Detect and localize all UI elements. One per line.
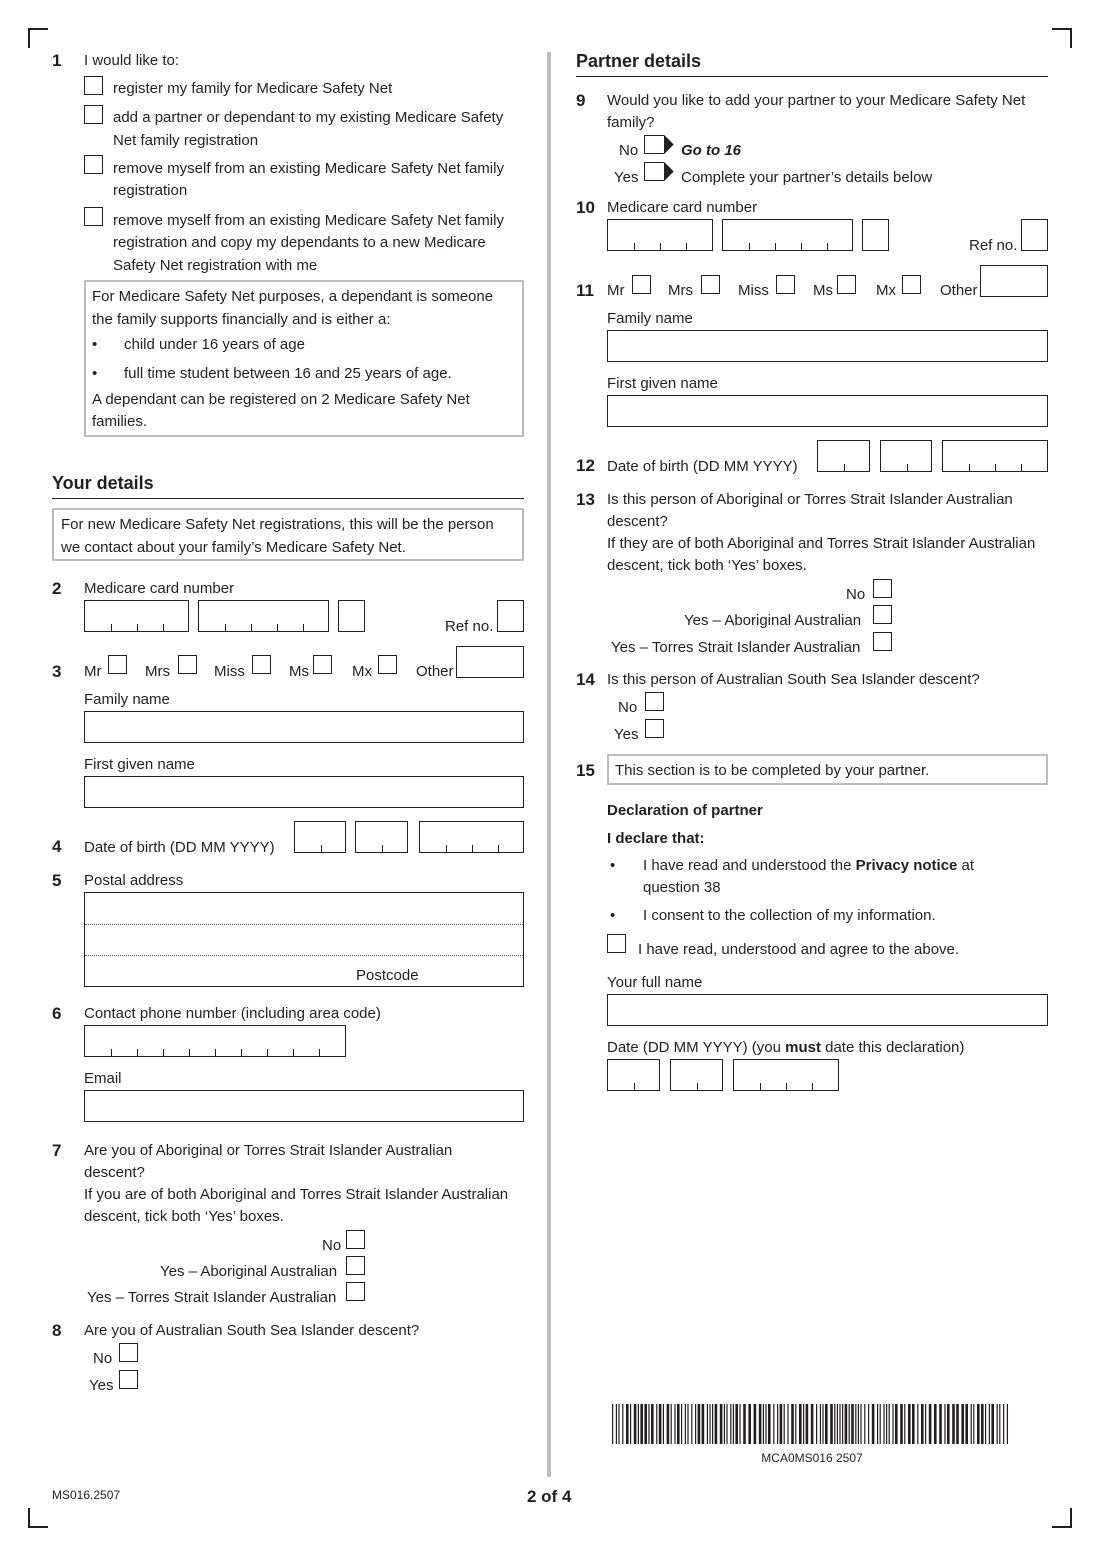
barcode-bar bbox=[977, 1404, 980, 1444]
barcode-bar bbox=[777, 1404, 778, 1444]
barcode-bar bbox=[851, 1404, 854, 1444]
barcode-bar bbox=[973, 1404, 974, 1444]
question-text: family? bbox=[607, 114, 655, 131]
barcode-bar bbox=[877, 1404, 878, 1444]
option-label: Net family registration bbox=[113, 132, 259, 149]
option-label: remove myself from an existing Medicare Safety Net family bbox=[113, 212, 504, 229]
full-name-label: Your full name bbox=[607, 974, 703, 991]
barcode-bar bbox=[685, 1404, 686, 1444]
barcode-bar bbox=[784, 1404, 785, 1444]
title-ms-label: Ms bbox=[813, 282, 833, 299]
barcode-bar bbox=[724, 1404, 725, 1444]
ref-no-field[interactable] bbox=[497, 600, 524, 632]
option-label: No bbox=[93, 1350, 113, 1367]
partner-medicare-issue-number[interactable] bbox=[862, 219, 889, 251]
barcode-bar bbox=[834, 1404, 835, 1444]
barcode-bar bbox=[934, 1404, 937, 1444]
question-number: 11 bbox=[576, 281, 594, 300]
title-mx-label: Mx bbox=[352, 663, 372, 680]
barcode-bar bbox=[904, 1404, 905, 1444]
section-heading-partner-details: Partner details bbox=[576, 51, 702, 71]
barcode-bar bbox=[616, 1404, 617, 1444]
barcode-bar bbox=[739, 1404, 740, 1444]
barcode-bar bbox=[630, 1404, 631, 1444]
question-text: Are you of Australian South Sea Islander descent? bbox=[84, 1322, 420, 1339]
partner-medicare-group-1[interactable] bbox=[607, 219, 713, 251]
first-name-input[interactable] bbox=[84, 776, 524, 808]
option-label: Yes – Aboriginal Australian bbox=[684, 612, 862, 629]
option-label: Yes – Aboriginal Australian bbox=[160, 1263, 338, 1280]
question-number: 7 bbox=[52, 1141, 62, 1160]
question-number: 14 bbox=[576, 670, 595, 689]
family-name-input[interactable] bbox=[84, 711, 524, 743]
question-text: descent? bbox=[84, 1164, 145, 1181]
medicare-card-group-2[interactable] bbox=[198, 600, 329, 632]
barcode-bar bbox=[735, 1404, 738, 1444]
info-text: full time student between 16 and 25 years of age. bbox=[124, 365, 452, 382]
ref-no-label: Ref no. bbox=[969, 237, 1018, 254]
section-rule bbox=[52, 498, 524, 499]
family-name-label: Family name bbox=[84, 691, 170, 708]
barcode-bar bbox=[811, 1404, 814, 1444]
barcode-bar bbox=[626, 1404, 629, 1444]
torres-strait-yes-checkbox[interactable] bbox=[346, 1282, 365, 1301]
question-number: 9 bbox=[576, 91, 586, 110]
aboriginal-yes-checkbox[interactable] bbox=[346, 1256, 365, 1275]
email-input[interactable] bbox=[84, 1090, 524, 1122]
postal-address-input[interactable] bbox=[84, 892, 524, 987]
barcode-bar bbox=[944, 1404, 945, 1444]
barcode-bar bbox=[880, 1404, 881, 1444]
barcode-bar bbox=[791, 1404, 794, 1444]
barcode-bar bbox=[648, 1404, 649, 1444]
title-miss-label: Miss bbox=[738, 282, 769, 299]
declaration-date-month[interactable] bbox=[670, 1059, 723, 1091]
option-label: registration and copy my dependants to a new Medicare bbox=[113, 234, 486, 251]
barcode-bar bbox=[698, 1404, 701, 1444]
address-line bbox=[85, 924, 523, 925]
form-code: MS016.2507 bbox=[52, 1488, 121, 1502]
barcode-bar bbox=[886, 1404, 887, 1444]
barcode-bar bbox=[900, 1404, 903, 1444]
checkbox-remove-myself[interactable] bbox=[84, 155, 103, 174]
phone-label: Contact phone number (including area code) bbox=[84, 1005, 381, 1022]
barcode-bar bbox=[787, 1404, 788, 1444]
barcode-bar bbox=[803, 1404, 804, 1444]
info-text: the family supports financially and is either a: bbox=[92, 311, 391, 328]
declaration-item: question 38 bbox=[643, 879, 721, 896]
barcode-bar bbox=[640, 1404, 643, 1444]
question-number: 10 bbox=[576, 198, 595, 217]
aboriginal-no-checkbox[interactable] bbox=[346, 1230, 365, 1249]
declaration-date-year[interactable] bbox=[733, 1059, 839, 1091]
barcode-bar bbox=[921, 1404, 924, 1444]
note-text: we contact about your family’s Medicare Safety Net. bbox=[61, 539, 406, 556]
barcode-bar bbox=[695, 1404, 696, 1444]
barcode-bar bbox=[671, 1404, 672, 1444]
barcode-bar bbox=[830, 1404, 833, 1444]
question-number: 8 bbox=[52, 1321, 62, 1340]
south-sea-no-checkbox[interactable] bbox=[119, 1343, 138, 1362]
title-mx-checkbox[interactable] bbox=[378, 655, 397, 674]
checkbox-remove-and-copy[interactable] bbox=[84, 207, 103, 226]
option-label: Yes – Torres Strait Islander Australian bbox=[87, 1289, 337, 1306]
crop-mark-bottom-left bbox=[28, 1508, 48, 1528]
barcode-bar bbox=[743, 1404, 746, 1444]
email-label: Email bbox=[84, 1070, 122, 1087]
declaration-item: I have read and understood the Privacy notice at bbox=[643, 857, 975, 874]
question-number: 4 bbox=[52, 837, 62, 856]
title-mrs-label: Mrs bbox=[668, 282, 693, 299]
partner-title-mrs-checkbox[interactable] bbox=[701, 275, 720, 294]
barcode-bar bbox=[849, 1404, 850, 1444]
bullet-icon: • bbox=[92, 336, 98, 353]
barcode-bar bbox=[759, 1404, 762, 1444]
barcode-bar bbox=[707, 1404, 708, 1444]
barcode-bar bbox=[912, 1404, 915, 1444]
option-label: No bbox=[322, 1237, 342, 1254]
first-name-label: First given name bbox=[84, 756, 195, 773]
barcode-bar bbox=[864, 1404, 865, 1444]
dob-day[interactable] bbox=[294, 821, 346, 853]
barcode-bar bbox=[644, 1404, 647, 1444]
title-other-label: Other bbox=[940, 282, 978, 299]
title-mrs-checkbox[interactable] bbox=[178, 655, 197, 674]
question-number: 5 bbox=[52, 871, 62, 890]
barcode-bar bbox=[956, 1404, 959, 1444]
barcode-bar bbox=[795, 1404, 796, 1444]
south-sea-yes-checkbox[interactable] bbox=[119, 1370, 138, 1389]
barcode-bar bbox=[971, 1404, 972, 1444]
barcode-bar bbox=[917, 1404, 918, 1444]
barcode-bar bbox=[839, 1404, 840, 1444]
barcode-bar bbox=[892, 1404, 893, 1444]
barcode-bar bbox=[1007, 1404, 1008, 1444]
barcode-bar bbox=[952, 1404, 955, 1444]
barcode-bar bbox=[663, 1404, 664, 1444]
barcode-bar bbox=[997, 1404, 998, 1444]
barcode-bar bbox=[895, 1404, 898, 1444]
partner-south-sea-no-checkbox[interactable] bbox=[645, 692, 664, 711]
question-prompt: I would like to: bbox=[84, 52, 180, 69]
info-text: For Medicare Safety Net purposes, a dependant is someone bbox=[92, 288, 494, 305]
barcode-bar bbox=[816, 1404, 817, 1444]
title-mx-label: Mx bbox=[876, 282, 896, 299]
barcode-bar bbox=[908, 1404, 911, 1444]
barcode-bar bbox=[845, 1404, 848, 1444]
partner-title-mx-checkbox[interactable] bbox=[902, 275, 921, 294]
option-label: No bbox=[846, 586, 866, 603]
dob-month[interactable] bbox=[355, 821, 408, 853]
family-name-label: Family name bbox=[607, 310, 693, 327]
note-text: This section is to be completed by your partner. bbox=[615, 762, 930, 779]
partner-first-name-input[interactable] bbox=[607, 395, 1048, 427]
medicare-card-group-1[interactable] bbox=[84, 600, 189, 632]
question-text: descent? bbox=[607, 513, 668, 530]
address-line bbox=[85, 955, 523, 956]
barcode-bar bbox=[763, 1404, 764, 1444]
barcode-bar bbox=[612, 1404, 613, 1444]
barcode-bar bbox=[855, 1404, 856, 1444]
crop-mark-top-left bbox=[28, 28, 48, 48]
title-ms-label: Ms bbox=[289, 663, 309, 680]
go-to-arrow-checkbox[interactable] bbox=[644, 135, 674, 154]
barcode-bar bbox=[806, 1404, 809, 1444]
title-ms-checkbox[interactable] bbox=[313, 655, 332, 674]
barcode-bar bbox=[991, 1404, 994, 1444]
info-text: A dependant can be registered on 2 Medicare Safety Net bbox=[92, 391, 470, 408]
barcode-bar bbox=[768, 1404, 771, 1444]
partner-torres-strait-yes-checkbox[interactable] bbox=[873, 632, 892, 651]
option-label: add a partner or dependant to my existing Medicare Safety bbox=[113, 109, 504, 126]
page-number: 2 of 4 bbox=[527, 1487, 572, 1506]
title-other-label: Other bbox=[416, 663, 454, 680]
barcode-bar bbox=[733, 1404, 734, 1444]
barcode-bar bbox=[999, 1404, 1000, 1444]
title-mrs-label: Mrs bbox=[145, 663, 170, 680]
barcode-bar bbox=[748, 1404, 751, 1444]
checkbox-register-family[interactable] bbox=[84, 76, 103, 95]
title-mr-checkbox[interactable] bbox=[108, 655, 127, 674]
barcode-bar bbox=[929, 1404, 932, 1444]
question-text: Would you like to add your partner to your Medicare Safety Net bbox=[607, 92, 1026, 109]
option-label: No bbox=[618, 699, 638, 716]
barcode-bar bbox=[872, 1404, 875, 1444]
partner-title-ms-checkbox[interactable] bbox=[837, 275, 856, 294]
barcode-bar bbox=[720, 1404, 723, 1444]
declare-heading: I declare that: bbox=[607, 830, 705, 847]
crop-mark-bottom-right bbox=[1052, 1508, 1072, 1528]
barcode-bar bbox=[1003, 1404, 1004, 1444]
barcode-image bbox=[612, 1404, 1012, 1444]
crop-mark-top-right bbox=[1052, 28, 1072, 48]
medicare-card-label: Medicare card number bbox=[84, 580, 235, 597]
partner-family-name-input[interactable] bbox=[607, 330, 1048, 362]
barcode-bar bbox=[868, 1404, 869, 1444]
section-heading-your-details: Your details bbox=[52, 473, 154, 493]
partner-ref-no-field[interactable] bbox=[1021, 219, 1048, 251]
question-text: Is this person of Aboriginal or Torres Strait Islander Australian bbox=[607, 491, 1013, 508]
barcode-bar bbox=[659, 1404, 662, 1444]
barcode-bar bbox=[638, 1404, 639, 1444]
barcode-bar bbox=[939, 1404, 942, 1444]
dob-label: Date of birth (DD MM YYYY) bbox=[84, 839, 275, 856]
barcode-bar bbox=[947, 1404, 950, 1444]
partner-title-mr-checkbox[interactable] bbox=[632, 275, 651, 294]
barcode-bar bbox=[618, 1404, 619, 1444]
barcode-bar bbox=[883, 1404, 884, 1444]
barcode-bar bbox=[709, 1404, 710, 1444]
ref-no-label: Ref no. bbox=[445, 618, 494, 635]
bullet-icon: • bbox=[610, 857, 616, 874]
barcode-bar bbox=[765, 1404, 766, 1444]
barcode-bar bbox=[681, 1404, 682, 1444]
agree-checkbox[interactable] bbox=[607, 934, 626, 953]
barcode-bar bbox=[858, 1404, 859, 1444]
partner-dob-day[interactable] bbox=[817, 440, 870, 472]
barcode-bar bbox=[622, 1404, 623, 1444]
declaration-item: I consent to the collection of my information. bbox=[643, 907, 936, 924]
dob-label: Date of birth (DD MM YYYY) bbox=[607, 458, 798, 475]
barcode-bar bbox=[780, 1404, 783, 1444]
barcode-bar bbox=[691, 1404, 692, 1444]
complete-details-instruction: Complete your partner’s details below bbox=[681, 169, 933, 186]
title-mr-label: Mr bbox=[84, 663, 102, 680]
title-mr-label: Mr bbox=[607, 282, 625, 299]
barcode-bar bbox=[702, 1404, 705, 1444]
option-label: register my family for Medicare Safety Net bbox=[113, 80, 393, 97]
barcode-bar bbox=[667, 1404, 670, 1444]
partner-title-miss-checkbox[interactable] bbox=[776, 275, 795, 294]
postcode-label: Postcode bbox=[356, 967, 419, 984]
barcode-bar bbox=[965, 1404, 968, 1444]
dob-year[interactable] bbox=[419, 821, 524, 853]
checkbox-add-partner-dependant[interactable] bbox=[84, 105, 103, 124]
postal-address-label: Postal address bbox=[84, 872, 184, 889]
section-rule bbox=[576, 76, 1048, 77]
partner-south-sea-yes-checkbox[interactable] bbox=[645, 719, 664, 738]
question-number: 13 bbox=[576, 490, 595, 509]
option-label: registration bbox=[113, 182, 188, 199]
barcode-bar bbox=[825, 1404, 828, 1444]
option-label: remove myself from an existing Medicare Safety Net family bbox=[113, 160, 504, 177]
barcode-bar bbox=[981, 1404, 984, 1444]
question-number: 2 bbox=[52, 579, 62, 598]
question-number: 1 bbox=[52, 51, 62, 70]
declaration-date-label: Date (DD MM YYYY) (you must date this declaration) bbox=[607, 1039, 965, 1056]
full-name-input[interactable] bbox=[607, 994, 1048, 1026]
question-text: Are you of Aboriginal or Torres Strait Islander Australian bbox=[84, 1142, 453, 1159]
question-text: If they are of both Aboriginal and Torres Strait Islander Australian bbox=[607, 535, 1036, 552]
title-miss-label: Miss bbox=[214, 663, 245, 680]
barcode-bar bbox=[674, 1404, 675, 1444]
question-text: If you are of both Aboriginal and Torres Strait Islander Australian bbox=[84, 1186, 509, 1203]
option-label: No bbox=[619, 142, 639, 159]
question-text: Is this person of Australian South Sea Islander descent? bbox=[607, 671, 980, 688]
barcode-bar bbox=[989, 1404, 990, 1444]
barcode-bar bbox=[730, 1404, 731, 1444]
barcode-bar bbox=[715, 1404, 718, 1444]
barcode-bar bbox=[634, 1404, 637, 1444]
phone-input[interactable] bbox=[84, 1025, 346, 1057]
column-divider bbox=[547, 52, 551, 1477]
go-to-16-instruction: Go to 16 bbox=[681, 142, 742, 159]
barcode-bar bbox=[773, 1404, 774, 1444]
info-text: child under 16 years of age bbox=[124, 336, 305, 353]
option-label: Yes – Torres Strait Islander Australian bbox=[611, 639, 861, 656]
question-number: 3 bbox=[52, 662, 62, 681]
info-text: families. bbox=[92, 413, 148, 430]
bullet-icon: • bbox=[92, 365, 98, 382]
barcode-bar bbox=[820, 1404, 821, 1444]
barcode-bar bbox=[712, 1404, 713, 1444]
option-label: Yes bbox=[614, 726, 639, 743]
partner-aboriginal-no-checkbox[interactable] bbox=[873, 579, 892, 598]
barcode-bar bbox=[677, 1404, 680, 1444]
question-number: 6 bbox=[52, 1004, 62, 1023]
question-number: 12 bbox=[576, 456, 595, 475]
partner-medicare-group-2[interactable] bbox=[722, 219, 853, 251]
complete-arrow-checkbox[interactable] bbox=[644, 162, 674, 181]
declaration-date-day[interactable] bbox=[607, 1059, 660, 1091]
barcode-text: MCA0MS016 2507 bbox=[761, 1451, 863, 1465]
partner-title-other-field[interactable] bbox=[980, 265, 1048, 297]
barcode-bar bbox=[837, 1404, 838, 1444]
barcode-bar bbox=[842, 1404, 843, 1444]
partner-dob-month[interactable] bbox=[880, 440, 932, 472]
barcode-bar bbox=[656, 1404, 657, 1444]
barcode-bar bbox=[726, 1404, 727, 1444]
agree-label: I have read, understood and agree to the above. bbox=[638, 941, 960, 958]
declaration-title: Declaration of partner bbox=[607, 802, 763, 819]
barcode-bar bbox=[687, 1404, 688, 1444]
medicare-card-label: Medicare card number bbox=[607, 199, 758, 216]
medicare-card-issue-number[interactable] bbox=[338, 600, 365, 632]
title-other-field[interactable] bbox=[456, 646, 524, 678]
barcode-bar bbox=[799, 1404, 802, 1444]
barcode-bar bbox=[822, 1404, 823, 1444]
question-text: descent, tick both ‘Yes’ boxes. bbox=[84, 1208, 284, 1225]
question-text: descent, tick both ‘Yes’ boxes. bbox=[607, 557, 807, 574]
barcode-bar bbox=[754, 1404, 757, 1444]
partner-dob-year[interactable] bbox=[942, 440, 1048, 472]
partner-aboriginal-yes-checkbox[interactable] bbox=[873, 605, 892, 624]
barcode-bar bbox=[889, 1404, 890, 1444]
question-number: 15 bbox=[576, 761, 595, 780]
barcode-bar bbox=[651, 1404, 654, 1444]
barcode-bar bbox=[860, 1404, 861, 1444]
first-name-label: First given name bbox=[607, 375, 718, 392]
note-text: For new Medicare Safety Net registrations, this will be the person bbox=[61, 516, 494, 533]
option-label: Yes bbox=[89, 1377, 114, 1394]
title-miss-checkbox[interactable] bbox=[252, 655, 271, 674]
option-label: Safety Net registration with me bbox=[113, 257, 318, 274]
barcode-bar bbox=[985, 1404, 986, 1444]
option-label: Yes bbox=[614, 169, 639, 186]
bullet-icon: • bbox=[610, 907, 616, 924]
barcode-bar bbox=[961, 1404, 964, 1444]
barcode-bar bbox=[925, 1404, 926, 1444]
